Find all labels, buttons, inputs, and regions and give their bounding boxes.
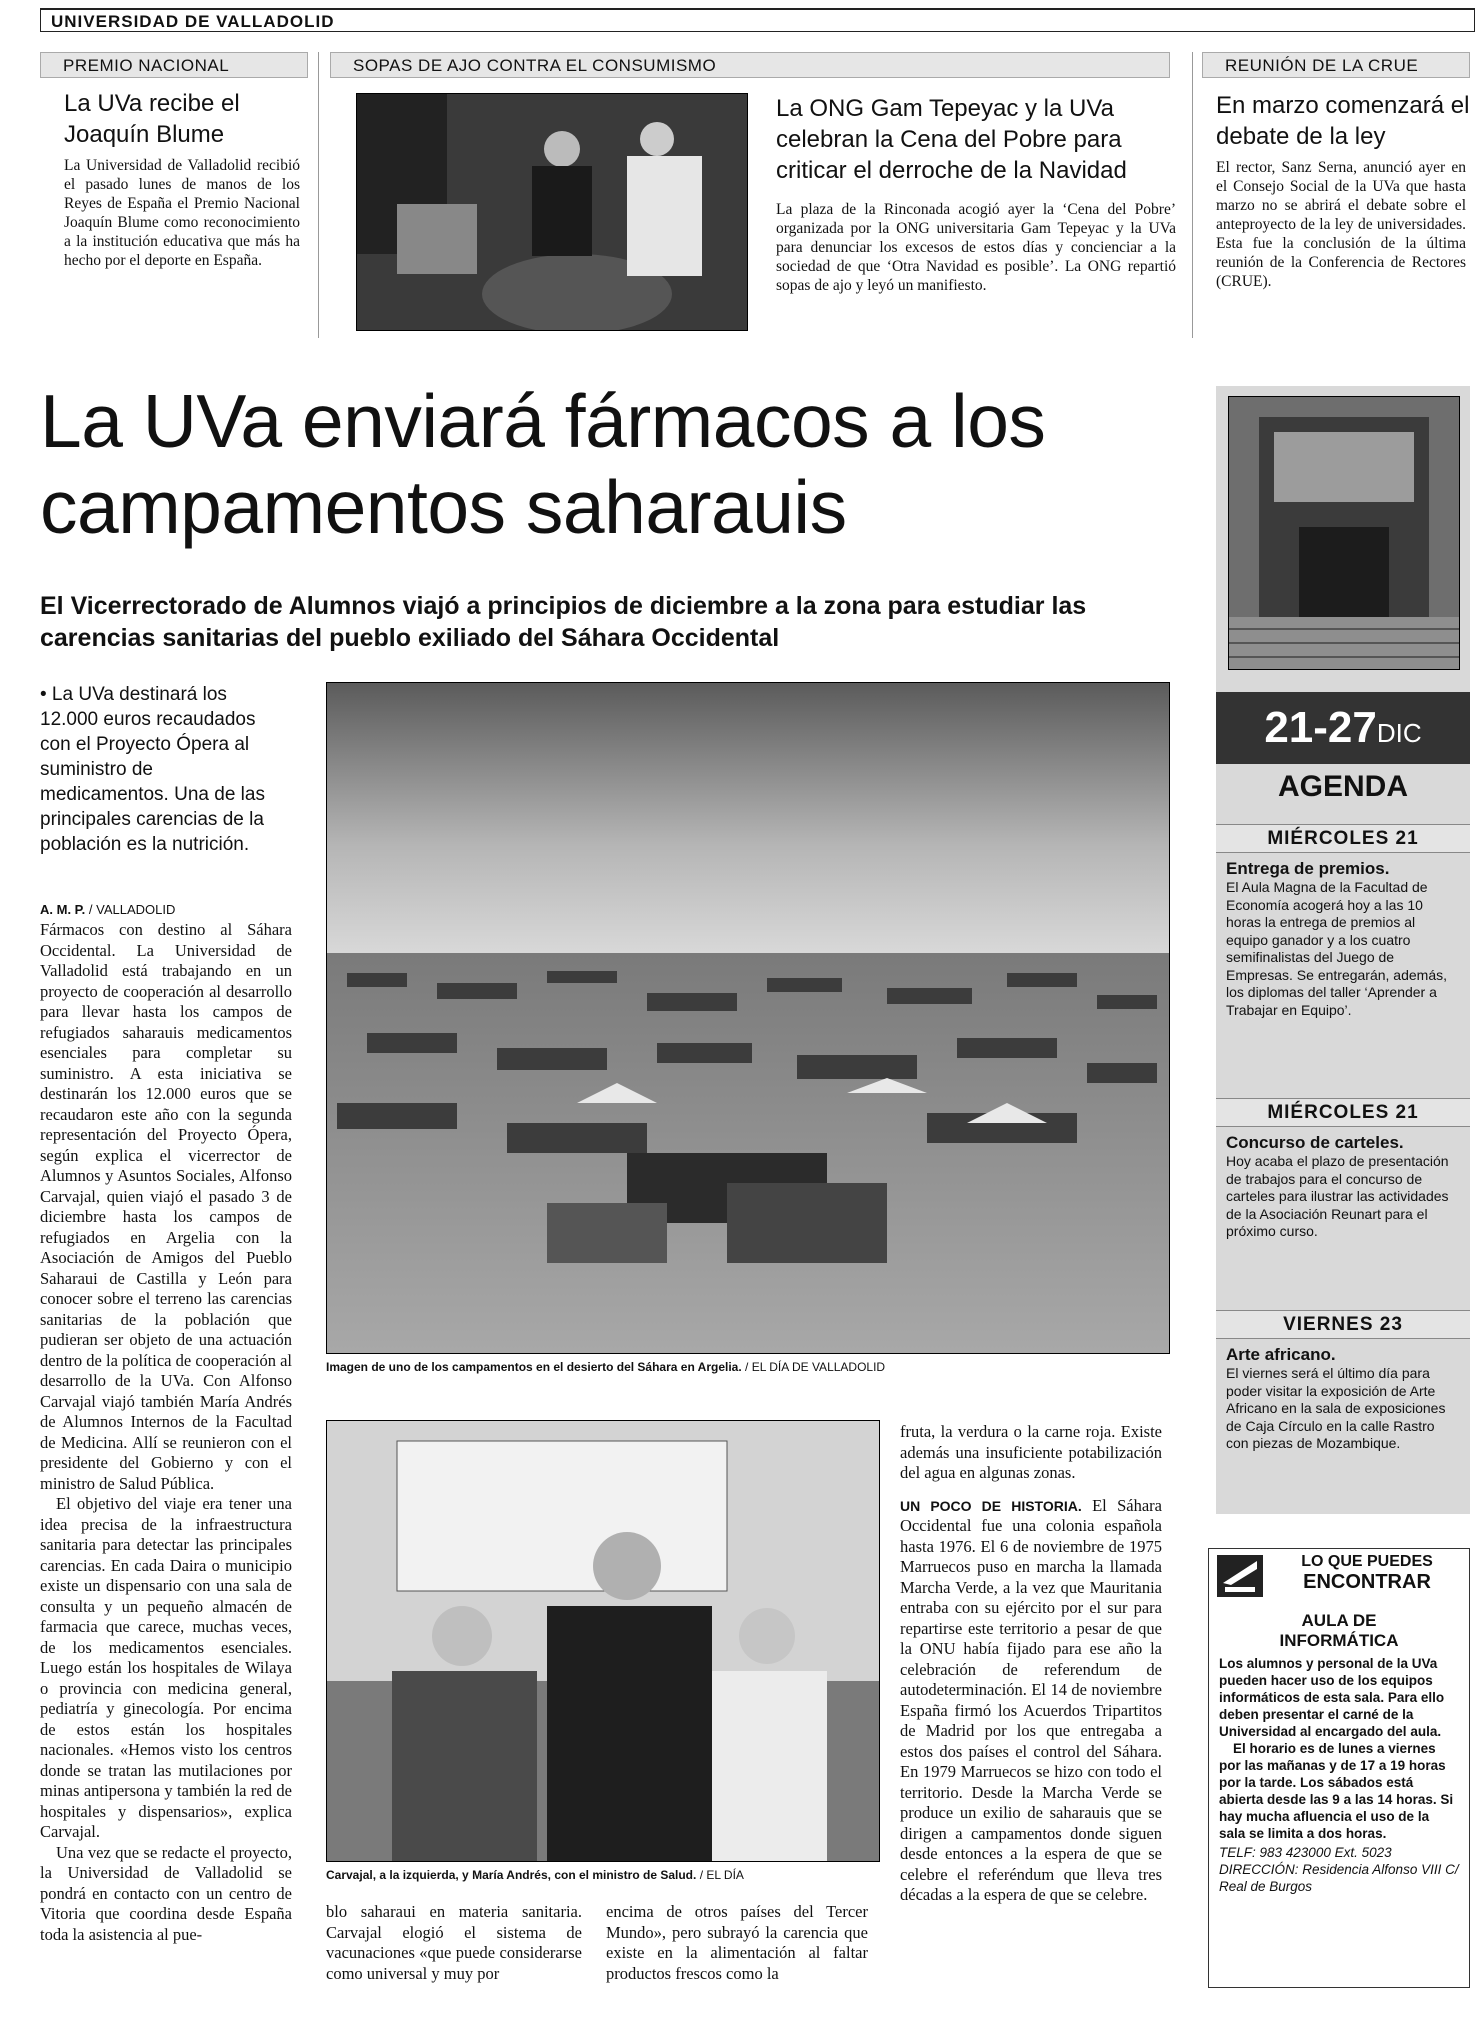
top-article-1-kicker: PREMIO NACIONAL <box>40 52 308 78</box>
agenda-event-3-day: VIERNES 23 <box>1216 1310 1470 1339</box>
university-building-photo-art <box>1229 397 1459 669</box>
history-section-text: El Sáhara Occidental fue una colonia española hasta 1976. El 6 de noviembre de 1975 Marruecos puso en marcha la llamada Marcha Verde, a la vez que Mauritania entraba con su ejército por el sur para repartirse este territorio a pesar de que la ONU había fijado para ese año la celebración de referendum de autodeterminación. El 14 de noviembre España firmó los Acuerdos Tripartitos de Madrid por los que entregaba a estos dos países el control del Sáhara. En 1979 Marruecos se hizo con todo el territorio. Desde la Marcha Verde se produce un exilio de saharauis que se dirigen a campamentos donde siguen desde entonces a la espera de que se celebre el referéndum que lleva tres décadas a la espera de que se celebre. <box>900 1495 1162 1904</box>
agenda-event-3-text: El viernes será el último día para poder visitar la exposición de Arte Africano en la sala de exposiciones de Caja Círculo en la calle Rastro con piezas de Mozambique. <box>1226 1365 1446 1451</box>
agenda-event-1-title: Entrega de premios. <box>1226 859 1390 878</box>
agenda-event-2-title: Concurso de carteles. <box>1226 1133 1404 1152</box>
agenda-date-range: 21-27 <box>1264 703 1377 752</box>
info-box-title-1: AULA DE <box>1301 1611 1377 1630</box>
ministry-meeting-caption-text: Carvajal, a la izquierda, y María Andrés, con el ministro de Salud. <box>326 1868 697 1882</box>
top-article-3-headline: En marzo comenzará el debate de la ley <box>1216 92 1470 150</box>
computer-icon <box>1217 1555 1263 1597</box>
agenda-event-1-day: MIÉRCOLES 21 <box>1216 824 1470 853</box>
main-article-paragraph-2: El objetivo del viaje era tener una idea precisa de la infraestructura sanitaria para detectar las principales carencias. En cada Daira o municipio existe un dispensario con una sala de consulta y un pequeño almacén de farmacia que carece, muchas veces, de los medicamentos esenciales. Luego están los hospitales de Wilaya o provincia con medicina general, pediatría y ginecología. Por encima de estos están los hospitales nacionales. «Hemos visto los centros donde se tratan las mutilaciones por minas antipersona y también la red de hospitales y dispensarios», explica Carvajal. <box>40 1494 292 1841</box>
main-headline: La UVa enviará fármacos a los campamentos saharauis <box>40 379 1046 549</box>
column-divider <box>1192 52 1193 338</box>
info-box-paragraph-1: Los alumnos y personal de la UVa pueden hacer uso de los equipos informáticos de esta sala. Para ello deben presentar el carné de la Universidad al encargado del aula. <box>1219 1656 1445 1739</box>
main-article-col1 <box>40 920 292 1945</box>
main-article-paragraph-4: fruta, la verdura o la carne roja. Existe además una insuficiente potabilización del agua en algunas zonas. <box>900 1422 1162 1482</box>
top-article-2-body: La plaza de la Rinconada acogió ayer la ‘Cena del Pobre’ organizada por la ONG universitaria Gam Tepeyac y la UVa para denunciar los excesos de estos días y concienciar a la sociedad de que ‘Otra Navidad es posible’. La ONG repartió sopas de ajo y leyó un manifiesto. <box>776 201 1176 294</box>
history-section-lead: UN POCO DE HISTORIA. <box>900 1497 1082 1514</box>
top-article-1-headline: La UVa recibe el Joaquín Blume <box>64 90 240 148</box>
ministry-meeting-caption-credit: / EL DÍA <box>699 1868 744 1882</box>
refugee-camp-caption-text: Imagen de uno de los campamentos en el desierto del Sáhara en Argelia. <box>326 1360 742 1374</box>
info-box-label-1: LO QUE PUEDES <box>1301 1553 1433 1570</box>
history-section <box>900 1496 1162 1906</box>
top-article-1-body: La Universidad de Valladolid recibió el pasado lunes de manos de los Reyes de España el Premio Nacional Joaquín Blume como reconocimiento a la institución educativa que más ha hecho por el deporte en España. <box>64 157 300 269</box>
soup-dinner-photo-art <box>357 94 747 330</box>
column-divider <box>318 52 319 338</box>
agenda-event-2-text: Hoy acaba el plazo de presentación de trabajos para el concurso de carteles para ilustrar las actividades de la Asociación Reunart para el próximo curso. <box>1226 1153 1449 1239</box>
main-article-paragraph-1: Fármacos con destino al Sáhara Occidental. La Universidad de Valladolid está trabajando en un proyecto de cooperación al desarrollo para llevar hasta los campos de refugiados saharauis medicamentos esenciales para completar su suministro. A esta iniciativa se destinarán los 12.000 euros que se recaudaron este año con la segunda representación del Proyecto Ópera, según explica el vicerrector de Alumnos y Asuntos Sociales, Alfonso Carvajal, quien viajó el pasado 3 de diciembre hasta los campos de refugiados en Argelia con la Asociación de Amigos del Pueblo Saharaui de Castilla y León para conocer sobre el terreno las carencias sanitarias de la población que pudieran ser objeto de una actuación dentro de la política de cooperación al desarrollo de la UVa. Con Alfonso Carvajal viajó también María Andrés de Alumnos Internos de la Facultad de Medicina. Allí se reunieron con el presidente del Gobierno y con el ministro de Salud Pública. <box>40 920 292 1493</box>
top-article-2-text <box>776 93 1176 295</box>
info-box-title-2: INFORMÁTICA <box>1279 1631 1399 1650</box>
info-box <box>1208 1548 1470 1988</box>
main-article-col4 <box>900 1422 1162 1906</box>
agenda-event-1-text: El Aula Magna de la Facultad de Economía acogerá hoy a las 10 horas la entrega de premios al equipo ganador y a los cuatro semifinalistas del Juego de Empresas. Se entregarán, además, los diplomas del taller ‘Aprender a Trabajar en Equipo’. <box>1226 879 1448 1018</box>
refugee-camp-photo <box>326 682 1170 1354</box>
byline-place: / VALLADOLID <box>88 902 176 917</box>
top-article-2 <box>330 52 1170 78</box>
university-building-photo <box>1228 396 1460 670</box>
soup-dinner-photo <box>356 93 748 331</box>
ministry-meeting-photo-art <box>327 1421 879 1861</box>
refugee-camp-caption <box>326 1360 885 1374</box>
top-article-3 <box>1202 52 1470 291</box>
agenda-event-3-title: Arte africano. <box>1226 1345 1336 1364</box>
info-box-paragraph-2: El horario es de lunes a viernes por las mañanas y de 17 a 19 horas por la tarde. Los sábados está abierta desde las 9 a las 14 horas. Si hay mucha afluencia el uso de la sala se limita a dos horas. <box>1219 1741 1454 1841</box>
agenda-event-1 <box>1216 824 1470 1019</box>
section-header <box>40 8 1475 32</box>
ministry-meeting-caption <box>326 1868 744 1882</box>
agenda-event-3 <box>1216 1310 1470 1453</box>
main-article-paragraph-3: Una vez que se redacte el proyecto, la Universidad de Valladolid se pondrá en contacto con un centro de Vitoria que coordina desde España toda la asistencia al pue- <box>40 1842 292 1944</box>
top-article-1 <box>40 52 308 270</box>
article-summary-bullet: • La UVa destinará los 12.000 euros recaudados con el Proyecto Ópera al suministro de medicamentos. Una de las principales carencias de la población es la nutrición. <box>40 684 265 855</box>
section-header-title: UNIVERSIDAD DE VALLADOLID <box>51 12 335 31</box>
ministry-meeting-photo <box>326 1420 880 1862</box>
main-subhead: El Vicerrectorado de Alumnos viajó a principios de diciembre a la zona para estudiar las carencias sanitarias del pueblo exiliado del Sáhara Occidental <box>40 592 1087 652</box>
agenda-date-banner <box>1216 692 1470 764</box>
top-article-2-kicker: SOPAS DE AJO CONTRA EL CONSUMISMO <box>330 52 1170 78</box>
agenda-date-month: DIC <box>1376 718 1422 748</box>
top-article-3-body: El rector, Sanz Serna, anunció ayer en el Consejo Social de la UVa que hasta marzo no se abrirá el debate sobre el anteproyecto de la ley de universidades. Esta fue la conclusión de la última reunión de la Conferencia de Rectores (CRUE). <box>1216 159 1466 290</box>
byline-author: A. M. P. <box>40 902 86 917</box>
refugee-camp-caption-credit: / EL DÍA DE VALLADOLID <box>745 1360 886 1374</box>
agenda-event-2-day: MIÉRCOLES 21 <box>1216 1098 1470 1127</box>
main-article-col2: blo saharaui en materia sanitaria. Carvajal elogió el sistema de vacunaciones «que puede considerarse como universal y muy por <box>326 1902 582 1983</box>
refugee-camp-photo-art <box>327 683 1169 1353</box>
agenda-title: AGENDA <box>1277 770 1408 803</box>
top-article-2-headline: La ONG Gam Tepeyac y la UVa celebran la Cena del Pobre para criticar el derroche de la Navidad <box>776 95 1127 184</box>
top-article-3-kicker: REUNIÓN DE LA CRUE <box>1202 52 1470 78</box>
main-article-col3: encima de otros países del Tercer Mundo», pero subrayó la carencia que existe en la alimentación al faltar productos frescos como la <box>606 1902 868 1983</box>
agenda-event-2 <box>1216 1098 1470 1241</box>
info-box-label-2: ENCONTRAR <box>1303 1571 1431 1593</box>
info-box-contact: TELF: 983 423000 Ext. 5023 DIRECCIÓN: Residencia Alfonso VIII C/ Real de Burgos <box>1219 1845 1459 1894</box>
byline <box>40 902 175 917</box>
